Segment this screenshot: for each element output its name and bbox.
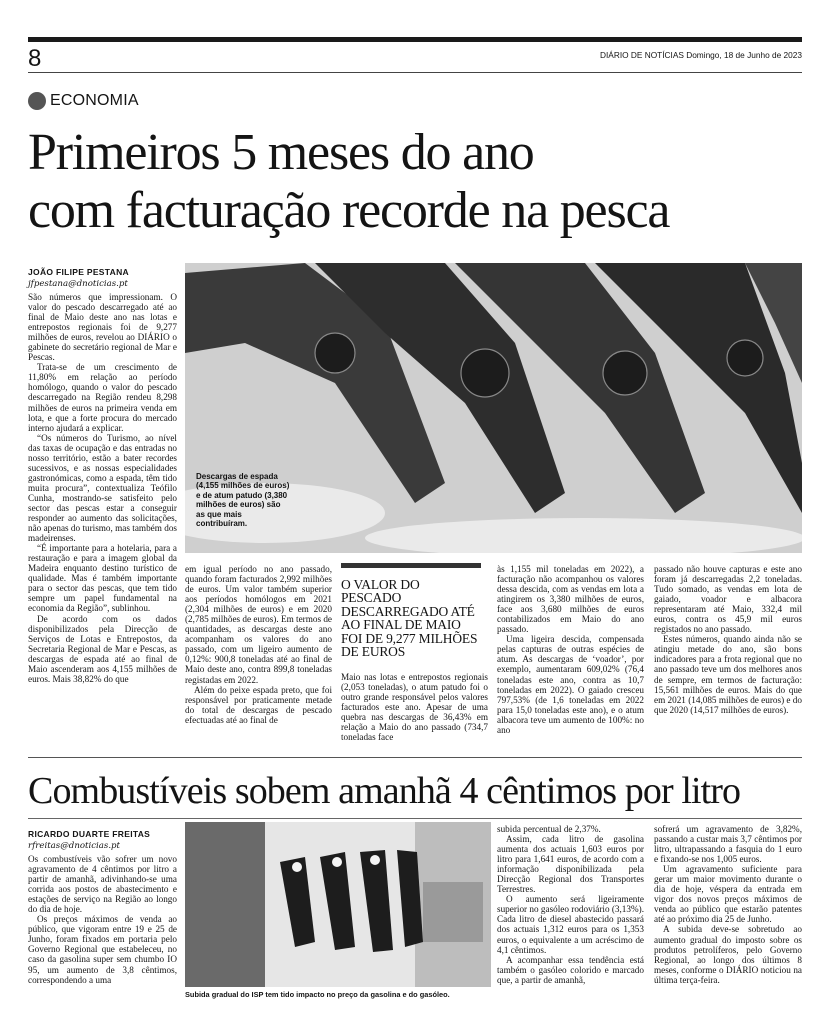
- article1-headline-line1: Primeiros 5 meses do ano: [28, 124, 534, 181]
- top-rule: [28, 37, 802, 42]
- article1-column-4: [497, 564, 644, 752]
- fuel-photo-caption: Subida gradual do ISP tem tido impacto no preço da gasolina e do gasóleo.: [185, 990, 450, 999]
- paragraph: às 1,155 mil toneladas em 2022), a facturação não acompanhou os valores dessa descida, com as vendas em lota a atingirem os 3,380 milhões de euros, face aos 3,680 milhões de euros contabilizados em Maio do ano passado.: [497, 564, 644, 635]
- article-divider: [28, 757, 802, 758]
- article1-email: jfpestana@dnoticias.pt: [28, 279, 128, 289]
- paragraph: “Os números do Turismo, ao nível das taxas de ocupação e das entradas no nosso território, estão a bater recordes sucessivos, e as nossas especialidades gastronómicas, como a espada, têm tido muita procura”, contextualiza Teófilo Cunha, mostrando-se satisfeito pelo sector das pescas estar a conseguir responder ao aumento das solicitações, não apenas do turismo, mas também dos madeirenses.: [28, 432, 177, 544]
- page-number: 8: [28, 45, 42, 72]
- paragraph: Os combustíveis vão sofrer um novo agravamento de 4 cêntimos por litro a partir de amanhã, adivinhando-se uma corrida aos postos de abastecimento e estações de serviço na Região ao longo do dia de hoje.: [28, 854, 177, 915]
- article2-headline-divider: [28, 818, 802, 819]
- article1-column-2: [185, 564, 332, 752]
- article1-author: JOÃO FILIPE PESTANA: [28, 267, 129, 277]
- paragraph: em igual período no ano passado, quando foram facturados 2,992 milhões de euros. Um valor também superior aos períodos homólogos em 2021 (2,304 milhões de euros) e em 2020 (2,785 milhões de euros). Em termos de quantidades, as descargas deste ano acompanham os valores do ano passado, com um ligeiro aumento de 0,12%: 900,8 toneladas até ao final de Maio deste ano, contra 899,8 toneladas registadas em 2022.: [185, 564, 332, 685]
- paragraph: Maio nas lotas e entrepostos regionais (2,053 toneladas), o atum patudo foi o outro grande responsável pelos valores facturados este ano. Apesar de uma quebra nas descargas de 36,43% em relação a Maio do ano passado (734,7 toneladas face: [341, 672, 488, 743]
- article1-headline-line2: com facturação recorde na pesca: [28, 182, 670, 239]
- section-dot-icon: [28, 92, 46, 110]
- section-label: ECONOMIA: [50, 92, 139, 109]
- fuel-pump-illustration: [185, 822, 491, 987]
- paragraph: De acordo com os dados disponibilizados pela Direcção de Serviços de Lotas e Entrepostos, da Secretaria Regional de Mar e Pescas, as descargas de espada até ao final de Maio ascenderam aos 4,155 milhões de euros. Mais 38,82% do que: [28, 613, 177, 684]
- paragraph: subida percentual de 2,37%.: [497, 824, 601, 834]
- paragraph: São números que impressionam. O valor do pescado descarregado até ao final de Maio deste ano nas lotas e entrepostos regionais foi de 9,277 milhões de euros, revelou ao DIÁRIO o gabinete do secretário regional de Mar e Pescas.: [28, 292, 177, 363]
- paragraph: passado não houve capturas e este ano foram já descarregadas 2,2 toneladas. Tudo somado, as vendas em lota de gaiado, voador e albacora representaram até Maio, 332,4 mil euros, contra os 45,9 mil euros registados no ano passado.: [654, 564, 802, 635]
- header-divider: [28, 72, 802, 73]
- article2-column-3: [497, 824, 644, 1004]
- article1-headline: [28, 124, 808, 240]
- paragraph: A acompanhar essa tendência está também o gasóleo colorido e marcado que, a partir de amanhã,: [497, 954, 644, 985]
- paragraph: Estes números, quando ainda não se atingiu metade do ano, são bons indicadores para a frota regional que no ano passado teve um dos melhores anos de sempre, em termos de facturação: 15,561 milhões de euros. Mais do que em 2021 (14,085 milhões de euros) e do que 2020 (14,517 milhões de euros).: [654, 634, 802, 715]
- paragraph: sofrerá um agravamento de 3,82%, passando a custar mais 3,7 cêntimos por litro, ultrapassando a fasquia do 1 euro e fixando-se nos 1,005 euros.: [654, 824, 802, 865]
- article2-column-4: [654, 824, 802, 1004]
- paragraph: Uma ligeira descida, compensada pelas capturas de outras espécies de atum. As descargas de ‘voador’, por exemplo, aumentaram 609,02% (76,4 toneladas este ano, contra as 10,7 toneladas em 2022). O gaiado cresceu 797,53% (de 1,6 toneladas em 2022 para 15,0 toneladas este ano), e o atum albacora teve um aumento de 100%: no ano: [497, 634, 644, 735]
- article2-author: RICARDO DUARTE FREITAS: [28, 829, 151, 839]
- paragraph: Além do peixe espada preto, que foi responsável por praticamente metade do total de descargas de pescado efectuadas até ao final de: [185, 684, 332, 725]
- publication-dateline: DIÁRIO DE NOTÍCIAS Domingo, 18 de Junho de 2023: [600, 50, 802, 60]
- article1-column-5: [654, 564, 802, 752]
- section-tag: [28, 90, 139, 112]
- fish-photo-caption: Descargas de espada (4,155 milhões de euros) e de atum patudo (3,380 milhões de euros) são as que mais contribuíram.: [196, 472, 290, 529]
- article2-email: rfreitas@dnoticias.pt: [28, 841, 121, 851]
- paragraph: Trata-se de um crescimento de 11,80% em relação ao período homólogo, quando o valor do pescado descarregado na Região rendeu 8,298 milhões de euros na primeira venda em lota, e que a forte procura do mercado interno ajudará a explicar.: [28, 362, 177, 433]
- article2-column-1: [28, 854, 177, 1004]
- paragraph: Um agravamento suficiente para gerar um maior movimento durante o dia de hoje, véspera da entrada em vigor dos novos preços máximos de venda ao público que estarão patentes até ao próximo dia 25 de Junho.: [654, 864, 802, 925]
- article1-column-3: [341, 672, 488, 752]
- paragraph: Assim, cada litro de gasolina aumenta dos actuais 1,603 euros por litro para 1,641 euros, de acordo com a informação disponibilizada pela Direcção Regional dos Transportes Terrestres.: [497, 834, 644, 895]
- article1-column-1: [28, 292, 177, 752]
- fuel-pump-photo: [185, 822, 491, 987]
- paragraph: O aumento será ligeiramente superior no gasóleo rodoviário (3,13%). Cada litro de diesel abastecido passará dos actuais 1,312 euros para os 1,353 euros, o equivalente a um acréscimo de 4,1 cêntimos.: [497, 894, 644, 955]
- paragraph: A subida deve-se sobretudo ao aumento gradual do imposto sobre os produtos petrolíferos, pelo Governo Regional, ao longo dos últimos 8 meses, conforme o DIÁRIO noticiou na última terça-feira.: [654, 924, 802, 985]
- pull-quote: O VALOR DO PESCADO DESCARREGADO ATÉ AO FINAL DE MAIO FOI DE 9,277 MILHÕES DE EUROS: [341, 563, 481, 658]
- paragraph: “É importante para a hotelaria, para a restauração e para a imagem global da Madeira enquanto destino turístico de qualidade. Mas é também importante para o sector das pescas, que tem tido sempre um papel fundamental na economia da Região”, sublinhou.: [28, 543, 177, 614]
- article2-headline: Combustíveis sobem amanhã 4 cêntimos por litro: [28, 770, 741, 812]
- paragraph: Os preços máximos de venda ao público, que vigoram entre 19 e 25 de Junho, foram fixados em portaria pelo Governo Regional que estabeleceu, no caso da gasolina super sem chumbo IO 95, um aumento de 3,8 cêntimos, correspondendo a uma: [28, 914, 177, 985]
